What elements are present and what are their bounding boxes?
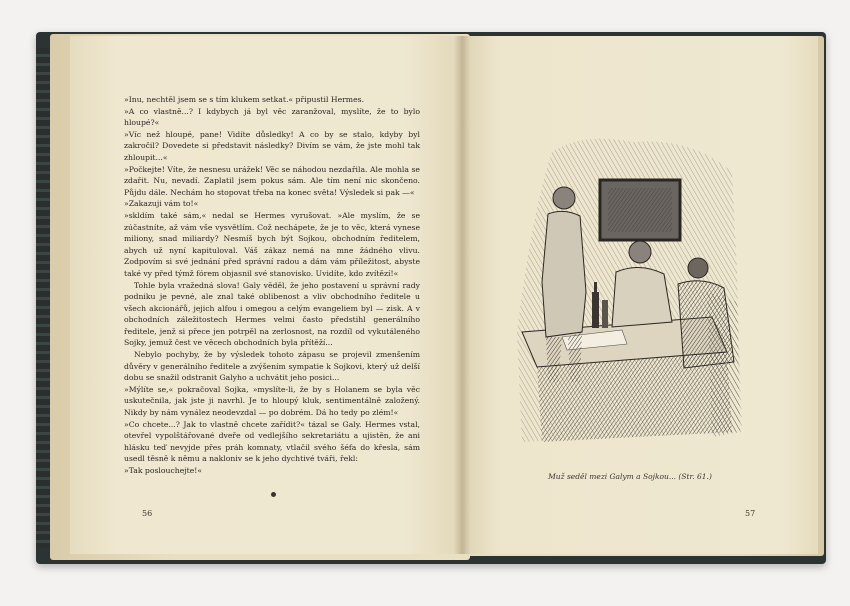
left-page-text (124, 94, 420, 477)
paragraph: »Mýlíte se,« pokračoval Sojka, »myslíte-li, že by s Holanem se byla věc uskutečnila, jak jste ji navrhl. Je to hloupý kluk, sentimentálně založený. Nikdy by nám vynález neodevzdal — po dobrém. Dá ho tedy po zlém!« (124, 384, 420, 418)
book-gutter (454, 36, 470, 554)
page-number-left: 56 (142, 509, 153, 518)
ink-dot (271, 492, 276, 497)
paragraph: »Inu, nechtěl jsem se s tím klukem setkat.« připustil Hermes. »A co vlastně...? I kdybych já byl věc zaranžoval, myslíte, že to bylo hloupé?« (124, 95, 420, 128)
illustration-caption: Muž seděl mezi Galym a Sojkou... (Str. 61.) (548, 472, 712, 481)
paragraph: »Tak poslouchejte!« (124, 466, 203, 475)
paragraph: Tohle byla vražedná slova! Galy věděl, že jeho postavení u správní rady podniku je pevné, ale znal také oblibenost a vliv obchodního ředitele u všech akcionářů, jejich alfou i omegou a celým evangeliem byl — zisk. A v obchodních záležitostech Hermes velmi často předstihl generálního ředitele, jenž si přece jen potrpěl na zerlosnost, na rozdíl od vykutáleného Sojky, jemuž čest ve věcech obchodních byla přítěží... (124, 280, 420, 348)
paragraph: »Počkejte! Víte, že nesnesu urážek! Věc se náhodou nezdařila. Ale mohla se zdařit. Nu, nevadí. Zaplatil jsem pokus sám. Ale tím není nic skončeno. Půjdu dále. Nechám ho stopovat třeba na konec světa! Výsledek si pak —« (124, 164, 420, 197)
paragraph: »Víc než hloupé, pane! Vidíte důsledky! A co by se stalo, kdyby byl zakročil? Dovedete si představit následky? Divím se vám, že jste mohl tak zhloupit...« (124, 129, 420, 162)
paragraph: »Co chcete...? Jak to vlastně chcete zařídit?« tázal se Galy. Hermes vstal, otevřel vypolštářované dveře od vedlejšího sekretariátu a ujistěn, že ani hlásku teď nevyjde přes práh komnaty, vtlačil svého šéfa do křesla, sám usedl těsně k němu a nakloniv se k jeho dychtivé tváři, řekl: (124, 419, 420, 464)
page-number-right: 57 (745, 509, 756, 518)
paragraph: Nebylo pochyby, že by výsledek tohoto zápasu se projevil zmenšením důvěry v generálního ředitele a zvýšením sympatie k Sojkovi, který už delší dobu se snažil odstranit Galyho a uchvátit jeho posici... (124, 350, 420, 383)
paragraph: »Zakazuji vám to!« (124, 199, 199, 209)
illustration (512, 132, 744, 450)
book-spine-edge (36, 48, 50, 548)
paragraph: »skldím také sám,« nedal se Hermes vyrušovat. »Ale myslím, že se zúčastníte, až vám vše vysvětlím. Což nechápete, že je to věc, která vynese miliony, snad miliardy? Nesmíš bych být Sojkou, obchodním ředitelem, abych už nyní kapituloval. Váš zákaz nemá na mne žádného vlivu. Zodpovím si své jednání před správní radou a dám vám příležitost, abyste také vy před týmž fórem objasnil své stanovisko. Uvidíte, kdo zvítězí!« (124, 210, 420, 278)
